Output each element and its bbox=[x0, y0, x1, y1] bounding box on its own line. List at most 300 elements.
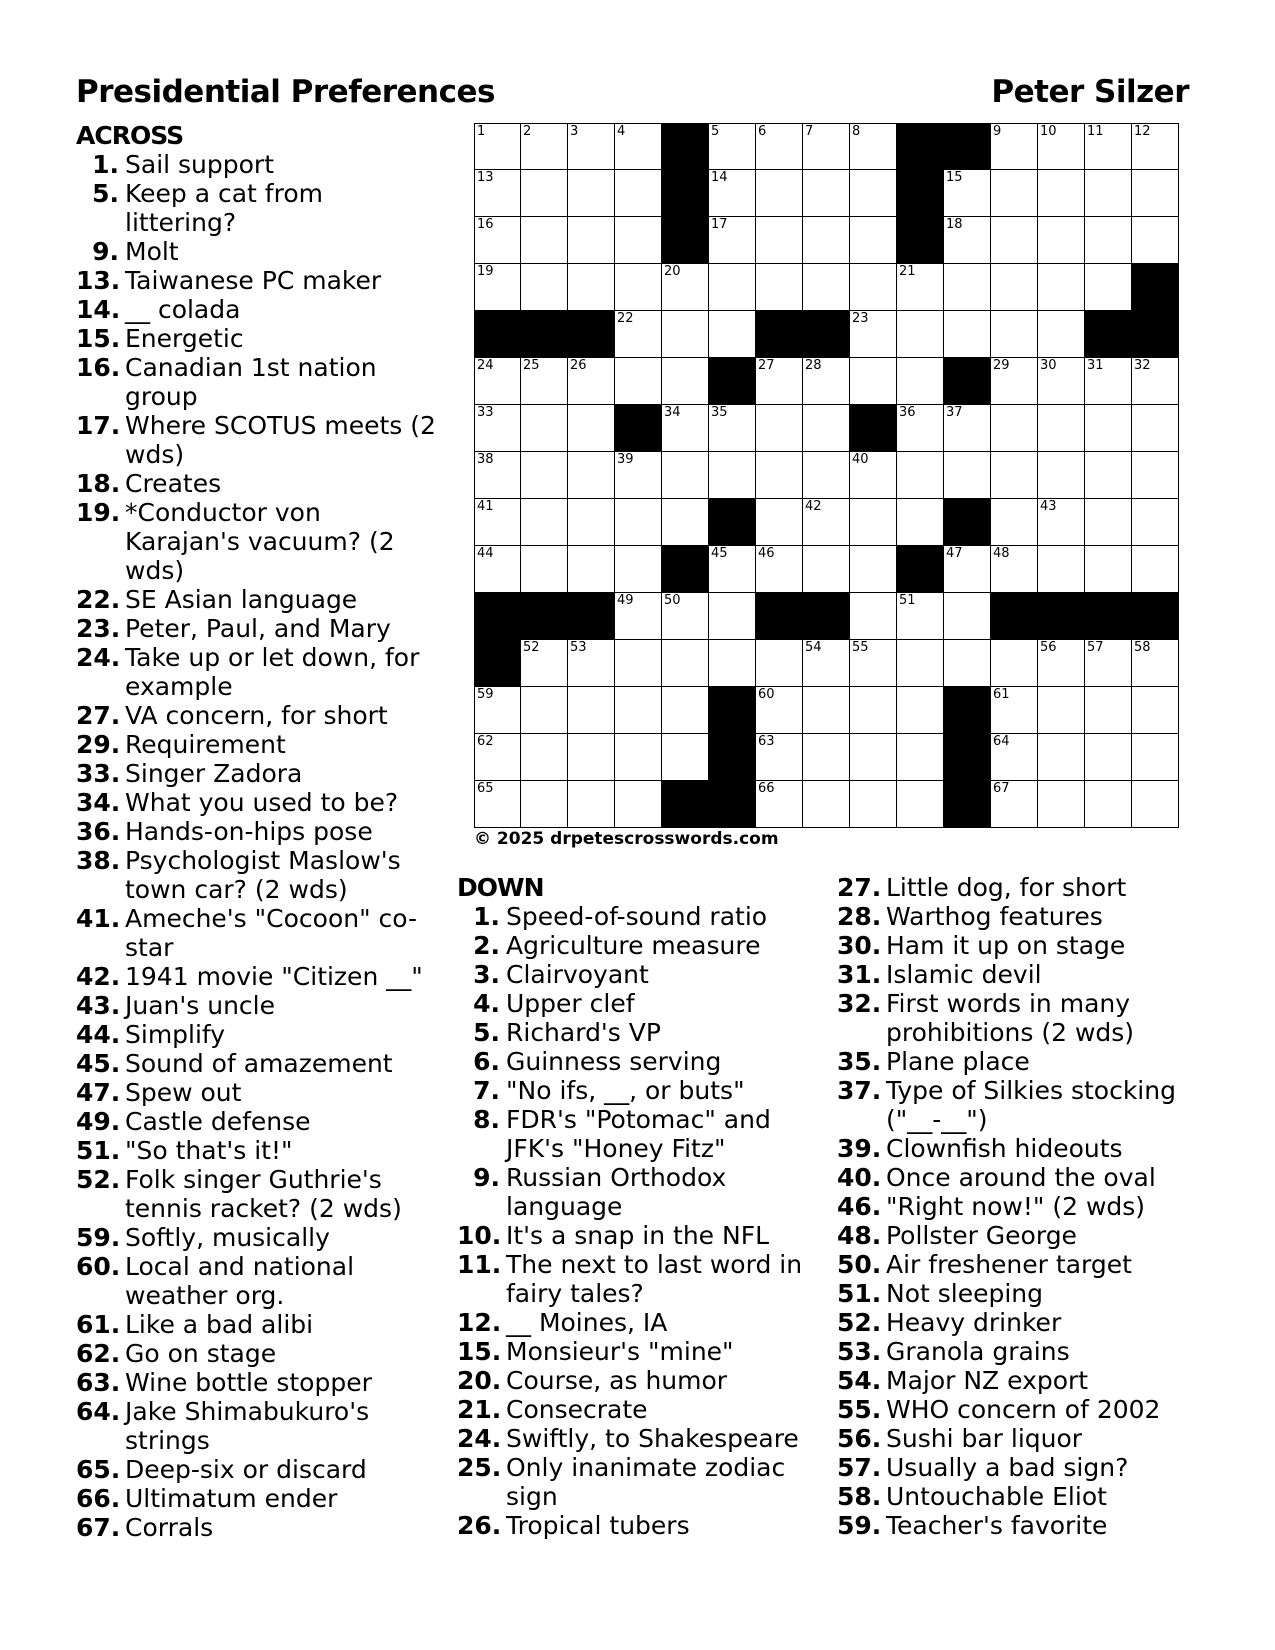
grid-cell[interactable] bbox=[615, 499, 662, 546]
grid-cell[interactable] bbox=[1038, 640, 1085, 687]
grid-cell[interactable] bbox=[1132, 687, 1179, 734]
grid-cell[interactable] bbox=[521, 546, 568, 593]
grid-cell[interactable] bbox=[897, 781, 944, 828]
grid-cell[interactable] bbox=[662, 640, 709, 687]
grid-cell[interactable] bbox=[803, 217, 850, 264]
black-square bbox=[709, 358, 756, 405]
grid-cell[interactable] bbox=[1085, 499, 1132, 546]
clue-number: 58. bbox=[837, 1482, 882, 1511]
grid-cell[interactable] bbox=[521, 687, 568, 734]
grid-cell[interactable] bbox=[850, 499, 897, 546]
grid-cell[interactable] bbox=[568, 123, 615, 170]
clue-text: Singer Zadora bbox=[125, 759, 303, 788]
grid-cell[interactable] bbox=[662, 311, 709, 358]
grid-cell[interactable] bbox=[756, 452, 803, 499]
grid-cell[interactable] bbox=[897, 358, 944, 405]
grid-cell[interactable] bbox=[803, 781, 850, 828]
grid-cell[interactable] bbox=[803, 358, 850, 405]
grid-cell[interactable] bbox=[897, 640, 944, 687]
grid-cell[interactable] bbox=[1132, 640, 1179, 687]
grid-cell[interactable] bbox=[662, 264, 709, 311]
grid-cell[interactable] bbox=[1132, 170, 1179, 217]
grid-cell[interactable] bbox=[615, 546, 662, 593]
grid-cell[interactable] bbox=[897, 452, 944, 499]
grid-cell[interactable] bbox=[991, 640, 1038, 687]
across-clue bbox=[76, 469, 436, 498]
grid-cell[interactable] bbox=[756, 358, 803, 405]
black-square bbox=[803, 593, 850, 640]
grid-cell[interactable] bbox=[944, 593, 991, 640]
down-clue bbox=[457, 1018, 815, 1047]
black-square bbox=[944, 687, 991, 734]
clue-text: First words in many prohibitions (2 wds) bbox=[886, 989, 1135, 1047]
grid-cell[interactable] bbox=[756, 734, 803, 781]
grid-cell[interactable] bbox=[709, 123, 756, 170]
grid-cell[interactable] bbox=[568, 358, 615, 405]
grid-cell[interactable] bbox=[756, 781, 803, 828]
down-clue bbox=[457, 1250, 815, 1308]
grid-cell[interactable] bbox=[521, 640, 568, 687]
grid-cell[interactable] bbox=[991, 170, 1038, 217]
grid-cell[interactable] bbox=[756, 687, 803, 734]
grid-cell[interactable] bbox=[568, 687, 615, 734]
cell-number: 25 bbox=[523, 358, 540, 373]
clue-text: Corrals bbox=[125, 1513, 214, 1542]
cell-number: 10 bbox=[1040, 124, 1057, 139]
down-clue bbox=[457, 1105, 815, 1163]
grid-cell[interactable] bbox=[1038, 405, 1085, 452]
grid-cell[interactable] bbox=[756, 217, 803, 264]
clue-number: 13. bbox=[76, 266, 121, 295]
grid-cell[interactable] bbox=[944, 546, 991, 593]
clue-number: 52. bbox=[837, 1308, 882, 1337]
clue-text: Canadian 1st nation group bbox=[125, 353, 377, 411]
clue-text: Juan's uncle bbox=[125, 991, 275, 1020]
cell-number: 28 bbox=[805, 358, 822, 373]
clue-text: Only inanimate zodiac sign bbox=[506, 1453, 786, 1511]
grid-cell[interactable] bbox=[615, 640, 662, 687]
grid-cell[interactable] bbox=[615, 734, 662, 781]
grid-cell[interactable] bbox=[1085, 452, 1132, 499]
grid-cell[interactable] bbox=[991, 358, 1038, 405]
grid-cell[interactable] bbox=[1085, 546, 1132, 593]
grid-cell[interactable] bbox=[474, 217, 521, 264]
down-clue bbox=[457, 902, 815, 931]
grid-cell[interactable] bbox=[1038, 452, 1085, 499]
grid-cell[interactable] bbox=[662, 452, 709, 499]
grid-cell[interactable] bbox=[662, 593, 709, 640]
grid-cell[interactable] bbox=[1085, 170, 1132, 217]
grid-cell[interactable] bbox=[662, 687, 709, 734]
grid-cell[interactable] bbox=[756, 264, 803, 311]
clue-text: Psychologist Maslow's town car? (2 wds) bbox=[125, 846, 401, 904]
black-square bbox=[709, 734, 756, 781]
clue-text: Islamic devil bbox=[886, 960, 1042, 989]
clue-number: 34. bbox=[76, 788, 121, 817]
grid-cell[interactable] bbox=[1132, 217, 1179, 264]
clue-text: Castle defense bbox=[125, 1107, 311, 1136]
across-clue bbox=[76, 1339, 436, 1368]
clue-number: 44. bbox=[76, 1020, 121, 1049]
grid-cell[interactable] bbox=[521, 170, 568, 217]
grid-cell[interactable] bbox=[1038, 546, 1085, 593]
clue-number: 53. bbox=[837, 1337, 882, 1366]
cell-number: 44 bbox=[477, 546, 494, 561]
clue-text: Like a bad alibi bbox=[125, 1310, 314, 1339]
clue-text: It's a snap in the NFL bbox=[506, 1221, 770, 1250]
grid-cell[interactable] bbox=[756, 546, 803, 593]
clue-number: 8. bbox=[473, 1105, 500, 1134]
clue-text: Untouchable Eliot bbox=[886, 1482, 1107, 1511]
down-clue bbox=[837, 1453, 1205, 1482]
across-clue bbox=[76, 904, 436, 962]
black-square bbox=[662, 170, 709, 217]
grid-cell[interactable] bbox=[1038, 170, 1085, 217]
cell-number: 5 bbox=[711, 124, 720, 139]
grid-cell[interactable] bbox=[1038, 358, 1085, 405]
grid-cell[interactable] bbox=[709, 546, 756, 593]
grid-cell[interactable] bbox=[991, 217, 1038, 264]
grid-cell[interactable] bbox=[944, 311, 991, 358]
clue-number: 5. bbox=[92, 179, 119, 208]
black-square bbox=[897, 170, 944, 217]
grid-cell[interactable] bbox=[850, 358, 897, 405]
clue-number: 6. bbox=[473, 1047, 500, 1076]
grid-cell[interactable] bbox=[709, 170, 756, 217]
grid-cell[interactable] bbox=[944, 640, 991, 687]
grid-cell[interactable] bbox=[1085, 640, 1132, 687]
clue-text: Sail support bbox=[125, 150, 275, 179]
grid-cell[interactable] bbox=[803, 546, 850, 593]
grid-cell[interactable] bbox=[1085, 781, 1132, 828]
grid-cell[interactable] bbox=[474, 781, 521, 828]
black-square bbox=[521, 311, 568, 358]
clue-text: Molt bbox=[125, 237, 179, 266]
grid-cell[interactable] bbox=[756, 640, 803, 687]
black-square bbox=[568, 311, 615, 358]
clue-number: 26. bbox=[457, 1511, 502, 1540]
grid-cell[interactable] bbox=[1085, 123, 1132, 170]
grid-cell[interactable] bbox=[615, 123, 662, 170]
cell-number: 47 bbox=[946, 546, 963, 561]
grid-cell[interactable] bbox=[662, 734, 709, 781]
down-clue bbox=[837, 1250, 1205, 1279]
grid-cell[interactable] bbox=[662, 499, 709, 546]
grid-cell[interactable] bbox=[568, 546, 615, 593]
clue-text: __ colada bbox=[125, 295, 241, 324]
grid-cell[interactable] bbox=[709, 264, 756, 311]
grid-cell[interactable] bbox=[1085, 264, 1132, 311]
grid-cell[interactable] bbox=[850, 170, 897, 217]
down-heading: DOWN bbox=[457, 873, 544, 902]
grid-cell[interactable] bbox=[803, 123, 850, 170]
black-square bbox=[709, 687, 756, 734]
black-square bbox=[474, 593, 521, 640]
clue-text: Upper clef bbox=[506, 989, 635, 1018]
across-clue bbox=[76, 324, 436, 353]
grid-cell[interactable] bbox=[991, 311, 1038, 358]
grid-cell[interactable] bbox=[615, 264, 662, 311]
grid-cell[interactable] bbox=[1132, 546, 1179, 593]
clue-text: Simplify bbox=[125, 1020, 226, 1049]
grid-cell[interactable] bbox=[474, 687, 521, 734]
grid-cell[interactable] bbox=[568, 405, 615, 452]
across-clue bbox=[76, 266, 436, 295]
grid-cell[interactable] bbox=[615, 358, 662, 405]
cell-number: 31 bbox=[1087, 358, 1104, 373]
cell-number: 40 bbox=[852, 452, 869, 467]
across-clue bbox=[76, 1368, 436, 1397]
grid-cell[interactable] bbox=[991, 123, 1038, 170]
grid-cell[interactable] bbox=[521, 358, 568, 405]
clue-number: 67. bbox=[76, 1513, 121, 1542]
clue-number: 12. bbox=[457, 1308, 502, 1337]
across-clue bbox=[76, 1107, 436, 1136]
grid-cell[interactable] bbox=[897, 264, 944, 311]
cell-number: 53 bbox=[570, 640, 587, 655]
clue-text: Go on stage bbox=[125, 1339, 277, 1368]
clue-text: Creates bbox=[125, 469, 222, 498]
clue-text: Keep a cat from littering? bbox=[125, 179, 323, 237]
grid-cell[interactable] bbox=[568, 264, 615, 311]
grid-cell[interactable] bbox=[709, 640, 756, 687]
grid-cell[interactable] bbox=[756, 499, 803, 546]
grid-cell[interactable] bbox=[1132, 734, 1179, 781]
grid-cell[interactable] bbox=[568, 781, 615, 828]
grid-cell[interactable] bbox=[615, 170, 662, 217]
clue-text: FDR's "Potomac" and JFK's "Honey Fitz" bbox=[506, 1105, 771, 1163]
grid-cell[interactable] bbox=[1085, 687, 1132, 734]
cell-number: 26 bbox=[570, 358, 587, 373]
grid-cell[interactable] bbox=[1038, 217, 1085, 264]
black-square bbox=[756, 311, 803, 358]
grid-cell[interactable] bbox=[521, 499, 568, 546]
grid-cell[interactable] bbox=[897, 499, 944, 546]
grid-cell[interactable] bbox=[615, 217, 662, 264]
grid-cell[interactable] bbox=[944, 264, 991, 311]
black-square bbox=[568, 593, 615, 640]
clue-text: Pollster George bbox=[886, 1221, 1077, 1250]
cell-number: 17 bbox=[711, 217, 728, 232]
grid-cell[interactable] bbox=[474, 734, 521, 781]
across-clue bbox=[76, 1078, 436, 1107]
cell-number: 29 bbox=[993, 358, 1010, 373]
grid-cell[interactable] bbox=[944, 217, 991, 264]
down-clue bbox=[837, 1221, 1205, 1250]
grid-cell[interactable] bbox=[568, 640, 615, 687]
clue-number: 23. bbox=[76, 614, 121, 643]
grid-cell[interactable] bbox=[1038, 781, 1085, 828]
grid-cell[interactable] bbox=[474, 452, 521, 499]
black-square bbox=[1132, 264, 1179, 311]
grid-cell[interactable] bbox=[709, 405, 756, 452]
grid-cell[interactable] bbox=[756, 170, 803, 217]
clue-text: Tropical tubers bbox=[506, 1511, 690, 1540]
grid-cell[interactable] bbox=[709, 217, 756, 264]
grid-cell[interactable] bbox=[991, 405, 1038, 452]
grid-cell[interactable] bbox=[1085, 358, 1132, 405]
grid-cell[interactable] bbox=[991, 452, 1038, 499]
grid-cell[interactable] bbox=[521, 217, 568, 264]
grid-cell[interactable] bbox=[1038, 734, 1085, 781]
grid-cell[interactable] bbox=[474, 123, 521, 170]
grid-cell[interactable] bbox=[1132, 123, 1179, 170]
grid-cell[interactable] bbox=[803, 499, 850, 546]
grid-cell[interactable] bbox=[1038, 123, 1085, 170]
clue-number: 28. bbox=[837, 902, 882, 931]
black-square bbox=[1085, 593, 1132, 640]
cell-number: 7 bbox=[805, 124, 814, 139]
grid-cell[interactable] bbox=[1085, 734, 1132, 781]
grid-cell[interactable] bbox=[803, 170, 850, 217]
grid-cell[interactable] bbox=[803, 452, 850, 499]
grid-cell[interactable] bbox=[803, 734, 850, 781]
grid-cell[interactable] bbox=[850, 264, 897, 311]
grid-cell[interactable] bbox=[521, 734, 568, 781]
grid-cell[interactable] bbox=[568, 217, 615, 264]
clue-text: Speed-of-sound ratio bbox=[506, 902, 768, 931]
across-clue bbox=[76, 614, 436, 643]
grid-cell[interactable] bbox=[1038, 499, 1085, 546]
clue-number: 10. bbox=[457, 1221, 502, 1250]
grid-cell[interactable] bbox=[850, 734, 897, 781]
grid-cell[interactable] bbox=[1132, 405, 1179, 452]
clue-text: Air freshener target bbox=[886, 1250, 1132, 1279]
across-clue bbox=[76, 1513, 436, 1542]
grid-cell[interactable] bbox=[474, 358, 521, 405]
grid-cell[interactable] bbox=[521, 781, 568, 828]
grid-cell[interactable] bbox=[897, 687, 944, 734]
grid-cell[interactable] bbox=[944, 405, 991, 452]
grid-cell[interactable] bbox=[897, 311, 944, 358]
clue-number: 65. bbox=[76, 1455, 121, 1484]
grid-cell[interactable] bbox=[615, 452, 662, 499]
grid-cell[interactable] bbox=[803, 405, 850, 452]
grid-cell[interactable] bbox=[850, 123, 897, 170]
clue-text: Hands-on-hips pose bbox=[125, 817, 373, 846]
grid-cell[interactable] bbox=[1132, 499, 1179, 546]
grid-cell[interactable] bbox=[709, 311, 756, 358]
grid-cell[interactable] bbox=[568, 499, 615, 546]
grid-cell[interactable] bbox=[1132, 452, 1179, 499]
grid-cell[interactable] bbox=[474, 264, 521, 311]
grid-cell[interactable] bbox=[850, 781, 897, 828]
cell-number: 14 bbox=[711, 170, 728, 185]
grid-cell[interactable] bbox=[850, 311, 897, 358]
grid-cell[interactable] bbox=[474, 546, 521, 593]
clue-number: 51. bbox=[837, 1279, 882, 1308]
across-clue bbox=[76, 295, 436, 324]
grid-cell[interactable] bbox=[991, 687, 1038, 734]
black-square bbox=[944, 734, 991, 781]
grid-cell[interactable] bbox=[756, 405, 803, 452]
grid-cell[interactable] bbox=[1038, 311, 1085, 358]
cell-number: 67 bbox=[993, 781, 1010, 796]
grid-cell[interactable] bbox=[1038, 264, 1085, 311]
grid-cell[interactable] bbox=[615, 311, 662, 358]
grid-cell[interactable] bbox=[1038, 687, 1085, 734]
grid-cell[interactable] bbox=[521, 123, 568, 170]
grid-cell[interactable] bbox=[850, 546, 897, 593]
grid-cell[interactable] bbox=[662, 405, 709, 452]
cell-number: 11 bbox=[1087, 124, 1104, 139]
clue-text: *Conductor von Karajan's vacuum? (2 wds) bbox=[125, 498, 395, 585]
grid-cell[interactable] bbox=[850, 593, 897, 640]
grid-cell[interactable] bbox=[897, 405, 944, 452]
grid-cell[interactable] bbox=[1132, 781, 1179, 828]
grid-cell[interactable] bbox=[615, 781, 662, 828]
black-square bbox=[897, 123, 944, 170]
cell-number: 62 bbox=[477, 734, 494, 749]
grid-cell[interactable] bbox=[568, 170, 615, 217]
cell-number: 64 bbox=[993, 734, 1010, 749]
grid-cell[interactable] bbox=[991, 499, 1038, 546]
grid-cell[interactable] bbox=[803, 264, 850, 311]
grid-cell[interactable] bbox=[709, 593, 756, 640]
grid-cell[interactable] bbox=[1132, 358, 1179, 405]
clue-text: Local and national weather org. bbox=[125, 1252, 355, 1310]
black-square bbox=[1132, 593, 1179, 640]
grid-cell[interactable] bbox=[615, 593, 662, 640]
grid-cell[interactable] bbox=[521, 264, 568, 311]
clue-number: 31. bbox=[837, 960, 882, 989]
grid-cell[interactable] bbox=[850, 687, 897, 734]
grid-cell[interactable] bbox=[991, 781, 1038, 828]
grid-cell[interactable] bbox=[1085, 217, 1132, 264]
clue-number: 45. bbox=[76, 1049, 121, 1078]
grid-cell[interactable] bbox=[991, 734, 1038, 781]
grid-cell[interactable] bbox=[944, 170, 991, 217]
grid-cell[interactable] bbox=[756, 123, 803, 170]
grid-cell[interactable] bbox=[568, 452, 615, 499]
grid-cell[interactable] bbox=[803, 687, 850, 734]
across-clue bbox=[76, 150, 436, 179]
grid-cell[interactable] bbox=[568, 734, 615, 781]
clue-text: "So that's it!" bbox=[125, 1136, 293, 1165]
grid-cell[interactable] bbox=[944, 452, 991, 499]
grid-cell[interactable] bbox=[474, 405, 521, 452]
grid-cell[interactable] bbox=[521, 405, 568, 452]
cell-number: 16 bbox=[477, 217, 494, 232]
clue-number: 7. bbox=[473, 1076, 500, 1105]
grid-cell[interactable] bbox=[991, 264, 1038, 311]
clue-text: Usually a bad sign? bbox=[886, 1453, 1129, 1482]
grid-cell[interactable] bbox=[521, 452, 568, 499]
grid-cell[interactable] bbox=[850, 452, 897, 499]
clue-number: 15. bbox=[76, 324, 121, 353]
grid-cell[interactable] bbox=[850, 640, 897, 687]
grid-cell[interactable] bbox=[803, 640, 850, 687]
across-clue bbox=[76, 179, 436, 237]
grid-cell[interactable] bbox=[991, 546, 1038, 593]
grid-cell[interactable] bbox=[897, 734, 944, 781]
cell-number: 59 bbox=[477, 687, 494, 702]
grid-cell[interactable] bbox=[850, 217, 897, 264]
clue-text: Heavy drinker bbox=[886, 1308, 1062, 1337]
grid-cell[interactable] bbox=[1085, 405, 1132, 452]
clue-text: Once around the oval bbox=[886, 1163, 1156, 1192]
grid-cell[interactable] bbox=[897, 593, 944, 640]
clue-text: 1941 movie "Citizen __" bbox=[125, 962, 423, 991]
grid-cell[interactable] bbox=[709, 452, 756, 499]
grid-cell[interactable] bbox=[662, 358, 709, 405]
grid-cell[interactable] bbox=[615, 687, 662, 734]
grid-cell[interactable] bbox=[474, 170, 521, 217]
down-clue bbox=[837, 1047, 1205, 1076]
clue-number: 17. bbox=[76, 411, 121, 440]
across-clue bbox=[76, 991, 436, 1020]
grid-cell[interactable] bbox=[474, 499, 521, 546]
